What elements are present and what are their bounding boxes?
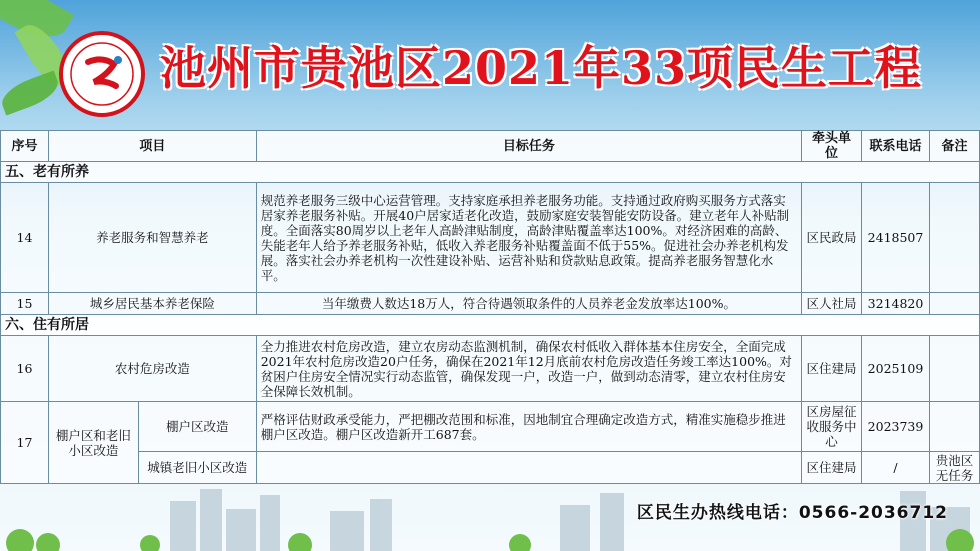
row-unit: 区住建局 [802,336,862,402]
row-unit: 区民政局 [802,183,862,293]
row-task [256,452,801,484]
section-row [1,315,980,336]
section-row [1,162,980,183]
row-subitem: 城镇老旧小区改造 [138,452,256,484]
row-no: 15 [1,293,49,315]
row-phone: 2418507 [862,183,930,293]
col-header-unit: 牵头单位 [802,131,862,162]
logo-icon [58,30,146,118]
row-item: 养老服务和智慧养老 [48,183,256,293]
row-unit: 区住建局 [802,452,862,484]
col-header-task: 目标任务 [256,131,801,162]
col-header-phone: 联系电话 [862,131,930,162]
row-item: 城乡居民基本养老保险 [48,293,256,315]
row-no: 16 [1,336,49,402]
row-task: 规范养老服务三级中心运营管理。支持家庭承担养老服务功能。支持通过政府购买服务方式落实居家养老服务补贴。开展40户居家适老化改造，鼓励家庭安装智能安防设备。建立老年人补贴制度。全面落实80周岁以上老年人高龄津贴制度，高龄津贴覆盖率达100%。对经济困难的高龄、失能老年人给予养老服务补贴，低收入养老服务补贴覆盖面不低于55%。促进社会办养老机构发展。落实社会办养老机构一次性建设补贴、运营补贴和贷款贴息政策。提高养老服务智慧化水平。 [256,183,801,293]
row-note [930,336,980,402]
row-phone: 2023739 [862,402,930,452]
row-subitem: 棚户区改造 [138,402,256,452]
table-header-row [1,131,980,162]
row-no: 14 [1,183,49,293]
row-note: 贵池区无任务 [930,452,980,484]
row-note [930,183,980,293]
table-row [1,183,980,293]
section-heading: 六、住有所居 [1,315,980,336]
page-title: 池州市贵池区2021年33项民生工程 [160,41,923,95]
row-unit: 区人社局 [802,293,862,315]
hotline-text: 区民生办热线电话：0566-2036712 [636,503,948,523]
col-header-note: 备注 [930,131,980,162]
col-header-item: 项目 [48,131,256,162]
row-task: 全力推进农村危房改造，建立农房动态监测机制，确保农村低收入群体基本住房安全，全面完成2021年农村危房改造20户任务，确保在2021年12月底前农村危房改造任务竣工率达100%。对贫困户住房安全情况实行动态监管，确保发现一户，改造一户，做到动态清零，建立农村住房安全保障长效机制。 [256,336,801,402]
row-item: 农村危房改造 [48,336,256,402]
section-heading: 五、老有所养 [1,162,980,183]
table-row [1,293,980,315]
row-task: 严格评估财政承受能力，严把棚改范围和标准，因地制宜合理确定改造方式，精准实施稳步推进棚户区改造。棚户区改造新开工687套。 [256,402,801,452]
row-unit: 区房屋征收服务中心 [802,402,862,452]
row-note [930,293,980,315]
row-item: 棚户区和老旧小区改造 [48,402,138,484]
table-row [1,452,980,484]
table-row [1,336,980,402]
row-phone: 3214820 [862,293,930,315]
table-row [1,402,980,452]
col-header-no: 序号 [1,131,49,162]
project-table [0,130,980,484]
row-no: 17 [1,402,49,484]
row-phone: / [862,452,930,484]
row-phone: 2025109 [862,336,930,402]
row-task: 当年缴费人数达18万人，符合待遇领取条件的人员养老金发放率达100%。 [256,293,801,315]
row-note [930,402,980,452]
